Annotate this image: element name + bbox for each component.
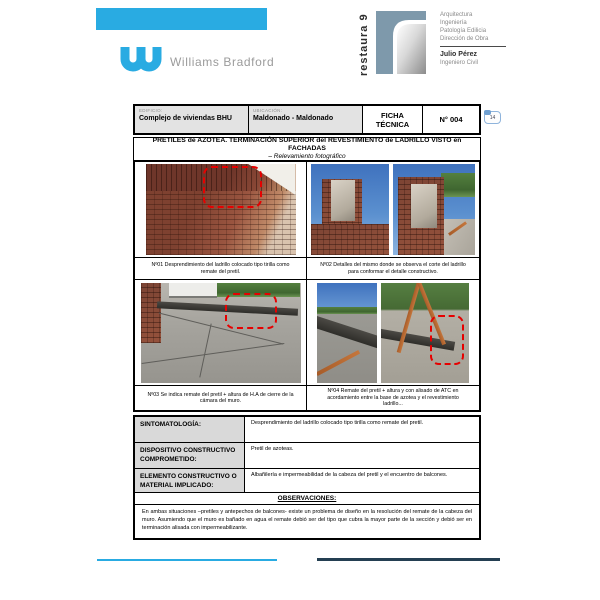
photo-caption-3: Nº03 Se indica remate del pretil + altura de H.A de cierre de la cámara del muro. — [135, 385, 307, 410]
footer-blue-rule — [97, 559, 277, 561]
observaciones-text: En ambas situaciones –pretiles y antepechos de balcones- existe un problema de diseño en la resolución del remate de la cabeza del muro. Asumiendo que el muro es bañado en agua el remate debió ser del tipo que cubra la mayor parte de la sección y debió ser en terminación alisada con impermeabilizante. — [142, 509, 472, 531]
header-table — [133, 104, 481, 135]
photo-parapet-corner-detail-a — [311, 164, 389, 255]
photo-parapet-beam-a — [317, 283, 377, 383]
photo-grid — [133, 160, 481, 412]
sintomatologia-value: Desprendimiento del ladrillo colocado tipo tirilla como remate del pretil. — [245, 417, 479, 443]
edificio-label: EDIFICIO: — [139, 108, 163, 113]
comment-badge[interactable] — [484, 111, 501, 124]
footer-dark-rule — [317, 558, 500, 561]
restaura9-logo-icon — [376, 11, 426, 74]
dispositivo-value: Pretil de azoteas. — [245, 443, 479, 469]
elemento-value: Albañilería e impermeabilidad de la cabeza del pretil y el encuentro de balcones. — [245, 469, 479, 493]
sintomatologia-label: SINTOMATOLOGÍA: — [135, 417, 245, 443]
comment-corner-icon — [484, 110, 491, 115]
ubicacion-cell — [249, 106, 363, 133]
rusty-beam — [317, 349, 360, 375]
roof-joint — [199, 323, 211, 377]
dispositivo-label: DISPOSITIVO CONSTRUCTIVO COMPROMETIDO: — [135, 443, 245, 469]
service-line: Dirección de Obra — [440, 36, 489, 42]
trees — [317, 307, 377, 314]
ficha-tecnica-cell: FICHA TÉCNICA — [363, 106, 423, 133]
brick-wall-base — [311, 224, 389, 255]
photo-brick-parapet-overview — [146, 164, 296, 255]
photo-cell-4 — [307, 280, 479, 385]
photo-parapet-corner-detail-b — [393, 164, 475, 255]
edificio-value: Complejo de viviendas BHU — [139, 115, 232, 122]
elemento-label: ELEMENTO CONSTRUCTIVO O MATERIAL IMPLICADO: — [135, 469, 245, 493]
ficha-number-cell: N° 004 — [439, 115, 463, 124]
observaciones-header: OBSERVACIONES: — [135, 493, 479, 505]
photo-caption-2: Nº02 Detalles del mismo donde se observa el corte del ladrillo para conformar el detalle constructivo. — [307, 257, 479, 280]
page-subtitle: – Relevamiento fotográfico — [268, 153, 346, 160]
divider — [440, 46, 506, 47]
highlight-box — [225, 293, 277, 329]
photo-caption-4: Nº04 Remate del pretil + altura y con alisado de ATC en acordamiento entre la base de azotea y el revestimiento ladrillo... — [307, 385, 479, 410]
engineer-name: Julio Pérez — [440, 51, 477, 58]
mortar-patch — [411, 184, 437, 228]
photo-roof-overview — [141, 283, 301, 383]
building — [169, 283, 217, 298]
document-title-box — [133, 137, 481, 160]
roof-joint — [141, 342, 284, 363]
highlight-box — [430, 315, 464, 365]
ubicacion-label: UBICACIÓN: — [253, 108, 283, 113]
williams-bradford-logo-icon — [118, 45, 164, 77]
service-line: Arquitectura — [440, 12, 473, 18]
highlight-box — [203, 166, 263, 208]
photo-cell-1 — [135, 162, 307, 257]
page-title: PRETILES de AZOTEA. TERMINACIÓN SUPERIOR del REVESTIMIENTO de LADRILLO VISTO en FACHADAS — [152, 137, 462, 152]
ubicacion-value: Maldonado - Maldonado — [253, 115, 334, 122]
photo-parapet-beam-b — [381, 283, 469, 383]
service-line: Patología Edilicia — [440, 28, 487, 34]
williams-bradford-wordmark: Williams Bradford — [170, 55, 275, 69]
parapet-edge — [317, 315, 377, 351]
comment-badge-number: 14 — [489, 114, 496, 121]
trees — [441, 173, 475, 197]
edificio-cell — [135, 106, 249, 133]
mortar-patch — [331, 180, 354, 221]
photo-cell-2 — [307, 162, 479, 257]
restaura9-services-list — [440, 11, 510, 43]
info-table — [133, 415, 481, 540]
photo-caption-1: Nº01 Desprendimiento del ladrillo colocado tipo tirilla como remate del pretil. — [135, 257, 307, 280]
photo-cell-3 — [135, 280, 307, 385]
restaura9-vertical-label: restaura 9 — [358, 13, 370, 76]
engineer-title: Ingeniero Civil — [440, 60, 479, 66]
service-line: Ingeniería — [440, 20, 467, 26]
brand-blue-bar — [96, 8, 267, 30]
